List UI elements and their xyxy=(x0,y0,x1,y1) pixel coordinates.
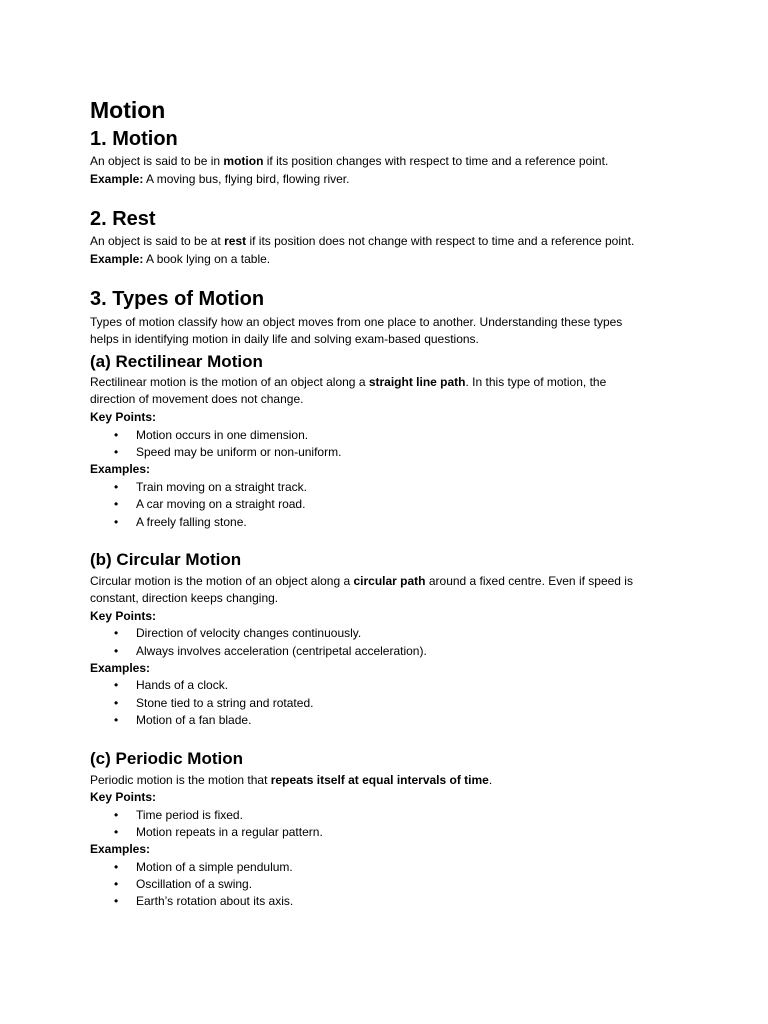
list-item: • A freely falling stone. xyxy=(114,515,247,529)
rectilinear-heading: (a) Rectilinear Motion xyxy=(90,352,263,371)
document-title: Motion xyxy=(90,97,166,123)
rest-example: Example: A book lying on a table. xyxy=(90,252,271,266)
types-heading: 3. Types of Motion xyxy=(90,288,265,310)
list-item: • Motion occurs in one dimension. xyxy=(114,428,309,442)
circular-heading: (b) Circular Motion xyxy=(90,550,242,569)
list-item: • Direction of velocity changes continuously. xyxy=(114,626,362,640)
circular-examples-label: Examples: xyxy=(90,661,151,675)
list-item: • A car moving on a straight road. xyxy=(114,497,306,511)
periodic-examples-label: Examples: xyxy=(90,842,151,856)
rectilinear-examples-label: Examples: xyxy=(90,462,151,476)
periodic-definition: Periodic motion is the motion that repeats itself at equal intervals of time. xyxy=(90,773,493,787)
list-item: • Oscillation of a swing. xyxy=(114,877,253,891)
circular-key-points-label: Key Points: xyxy=(90,609,157,623)
circular-definition-line2: constant, direction keeps changing. xyxy=(90,591,279,605)
rectilinear-definition-line2: direction of movement does not change. xyxy=(90,392,304,406)
types-intro-line1: Types of motion classify how an object moves from one place to another. Understanding these types xyxy=(90,315,623,329)
list-item: • Hands of a clock. xyxy=(114,678,229,692)
motion-definition: An object is said to be in motion if its position changes with respect to time and a reference point. xyxy=(90,154,609,168)
rest-heading: 2. Rest xyxy=(90,208,156,230)
periodic-key-points-label: Key Points: xyxy=(90,790,157,804)
motion-example: Example: A moving bus, flying bird, flowing river. xyxy=(90,172,350,186)
periodic-heading: (c) Periodic Motion xyxy=(90,749,243,768)
list-item: • Speed may be uniform or non-uniform. xyxy=(114,445,342,459)
list-item: • Always involves acceleration (centripetal acceleration). xyxy=(114,644,427,658)
list-item: • Motion repeats in a regular pattern. xyxy=(114,825,323,839)
rectilinear-definition: Rectilinear motion is the motion of an object along a straight line path. In this type of motion, the xyxy=(90,375,607,389)
list-item: • Stone tied to a string and rotated. xyxy=(114,696,314,710)
list-item: • Train moving on a straight track. xyxy=(114,480,307,494)
list-item: • Earth’s rotation about its axis. xyxy=(114,894,294,908)
types-intro-line2: helps in identifying motion in daily life and solving exam-based questions. xyxy=(90,332,479,346)
list-item: • Time period is fixed. xyxy=(114,808,243,822)
rest-definition: An object is said to be at rest if its position does not change with respect to time and a reference point. xyxy=(90,234,635,248)
circular-definition: Circular motion is the motion of an object along a circular path around a fixed centre. Even if speed is xyxy=(90,574,633,588)
list-item: • Motion of a simple pendulum. xyxy=(114,860,293,874)
list-item: • Motion of a fan blade. xyxy=(114,713,252,727)
rectilinear-key-points-label: Key Points: xyxy=(90,410,157,424)
motion-heading: 1. Motion xyxy=(90,128,178,150)
